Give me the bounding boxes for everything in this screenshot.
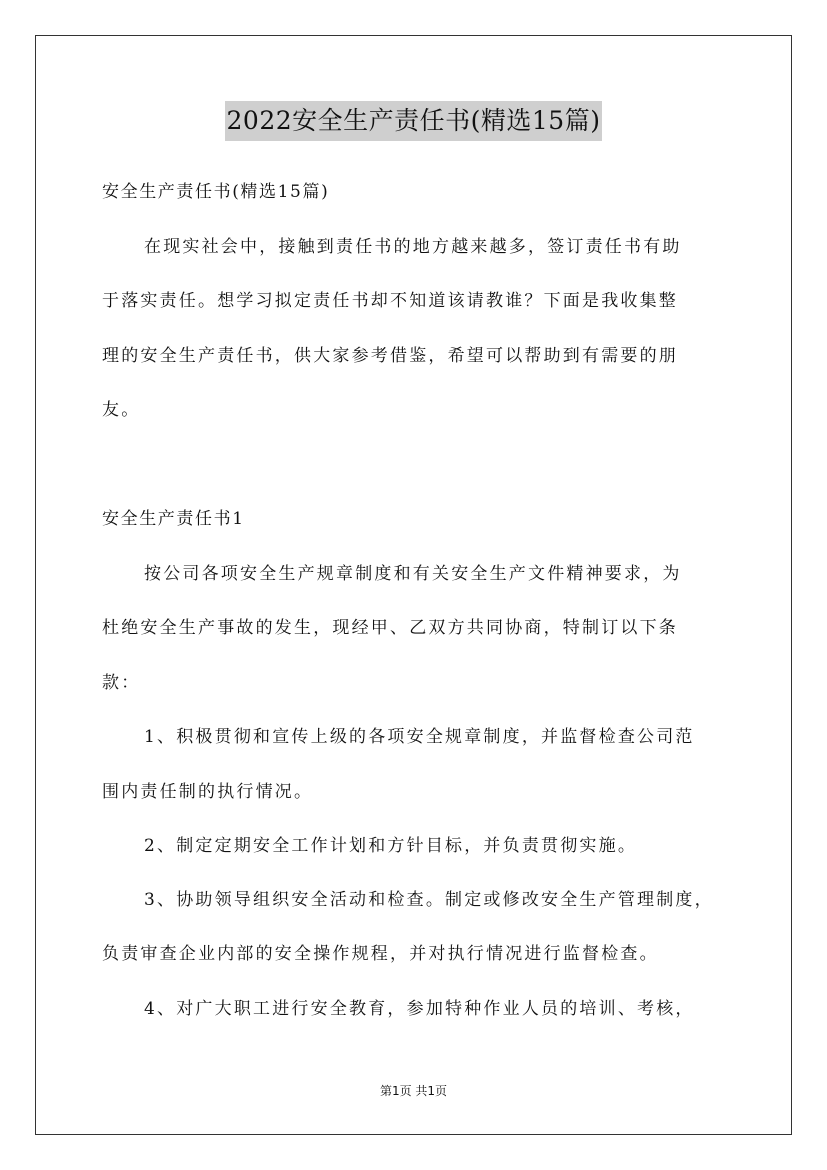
intro-line: 于落实责任。想学习拟定责任书却不知道该请教谁？下面是我收集整 bbox=[102, 291, 678, 311]
document-title: 2022安全生产责任书(精选15篇) bbox=[225, 101, 603, 141]
document-subtitle: 安全生产责任书(精选15篇) bbox=[102, 182, 330, 202]
body-line: 负责审查企业内部的安全操作规程，并对执行情况进行监督检查。 bbox=[102, 944, 659, 964]
title-container bbox=[0, 101, 827, 141]
section-heading: 安全生产责任书1 bbox=[102, 509, 245, 529]
intro-line: 在现实社会中，接触到责任书的地方越来越多，签订责任书有助 bbox=[144, 237, 682, 257]
body-line: 3、协助领导组织安全活动和检查。制定或修改安全生产管理制度， bbox=[144, 890, 714, 910]
body-line: 4、对广大职工进行安全教育，参加特种作业人员的培训、考核， bbox=[144, 999, 695, 1019]
body-line: 按公司各项安全生产规章制度和有关安全生产文件精神要求，为 bbox=[144, 564, 682, 584]
intro-line: 理的安全生产责任书，供大家参考借鉴，希望可以帮助到有需要的朋 bbox=[102, 346, 678, 366]
body-line: 1、积极贯彻和宣传上级的各项安全规章制度，并监督检查公司范 bbox=[144, 727, 695, 747]
body-line: 2、制定定期安全工作计划和方针目标，并负责贯彻实施。 bbox=[144, 836, 638, 856]
page-footer: 第1页 共1页 bbox=[379, 1084, 448, 1098]
body-line: 围内责任制的执行情况。 bbox=[102, 782, 314, 802]
body-line: 款： bbox=[102, 673, 141, 693]
body-line: 杜绝安全生产事故的发生，现经甲、乙双方共同协商，特制订以下条 bbox=[102, 618, 678, 638]
intro-line: 友。 bbox=[102, 400, 141, 420]
